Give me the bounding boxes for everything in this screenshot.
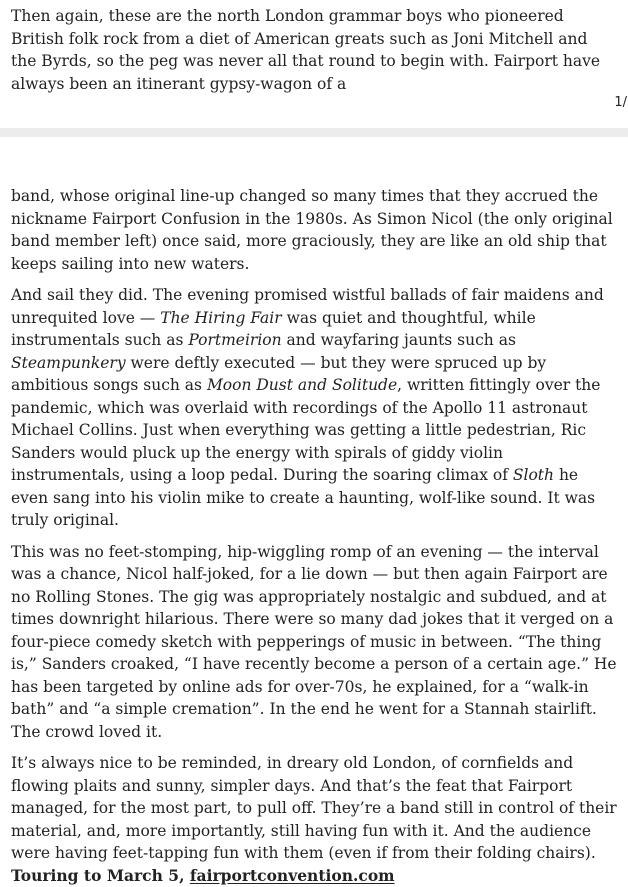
article-paragraph [11,541,617,744]
text-run: Portmeirion [188,331,281,349]
text-run: It’s always nice to be reminded, in dreary old London, of cornfields and flowing plaits and sunny, simpler days. And that’s the feat that Fairport managed, for the most part, to pull off. They’re a band still in control of their material, and, more importantly, still having fun with it. And the audience were having feet-tapping fun with them (even if from their folding chairs). [11,754,617,862]
article-paragraph [11,185,617,275]
page-divider [0,128,628,137]
page-indicator: 1/ [614,95,627,111]
text-run: , written fittingly over the pandemic, which was overlaid with recordings of the Apollo 11 astronaut Michael Collins. Just when everything was getting a little pedestrian, Ric Sanders would pluck up the energy with spirals of giddy violin instrumentals, using a loop pedal. During the soaring climax of [11,376,600,484]
text-run: were deftly executed — but they were spruced up by ambitious songs such as [11,354,546,395]
text-run: This was no feet-stomping, hip-wiggling romp of an evening — the interval was a chance, Nicol half-joked, for a lie down — but then again Fairport are no Rolling Stones. The gig was appropriately nostalgic and subdued, and at times downright hilarious. There were so many dad jokes that it verged on a four-piece comedy sketch with pepperings of music in between. “The thing is,” Sanders croaked, “I have recently become a person of a certain age.” He has been targeted by online ads for over-70s, he explained, for a “walk-in bath” and “a simple cremation”. In the end he went for a Stannah stairlift. The crowd loved it. [11,543,617,741]
article-paragraph [11,752,617,865]
text-run: Touring to March 5, [11,866,190,885]
text-run: Then again, these are the north London grammar boys who pioneered British folk rock from a diet of American greats such as Joni Mitchell and the Byrds, so the peg was never all that round to begin with. Fairport have always been an itinerant gypsy-wagon of a [11,7,600,93]
text-run: And sail they did. The evening promised wistful ballads of fair maidens and unrequited love — [11,286,604,327]
article-body [11,185,617,887]
text-run: he even sang into his violin mike to create a haunting, wolf-like sound. It was truly original. [11,466,595,529]
text-run: was quiet and thoughtful, while instrumentals such as [11,309,536,350]
previous-page-text [11,5,611,95]
article-link[interactable]: fairportconvention.com [190,866,395,885]
previous-page-fragment [11,5,611,95]
text-run: Moon Dust and Solitude [207,376,397,394]
article-footer-line [11,865,617,887]
text-run: Sloth [513,466,554,484]
text-run: band, whose original line-up changed so many times that they accrued the nickname Fairport Confusion in the 1980s. As Simon Nicol (the only original band member left) once said, more graciously, they are like an old ship that keeps sailing into new waters. [11,187,613,273]
text-run: Steampunkery [11,354,126,372]
text-run: and wayfaring jaunts such as [282,331,516,349]
article-paragraph [11,284,617,532]
text-run: The Hiring Fair [160,309,281,327]
